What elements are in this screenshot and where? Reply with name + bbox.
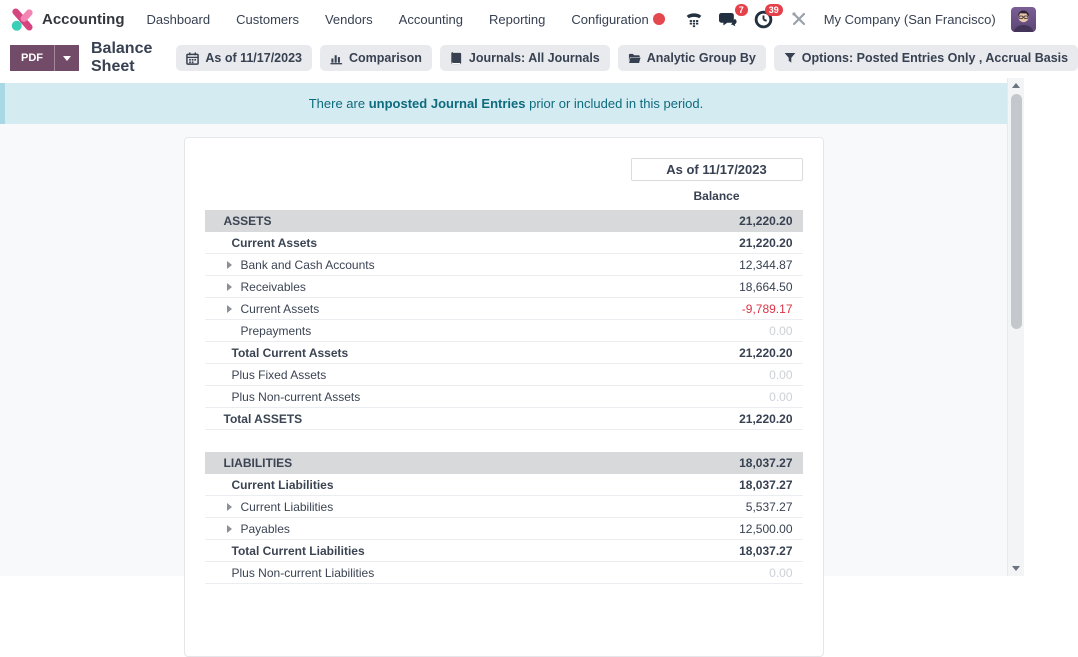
book-icon: [450, 52, 463, 65]
row-value: 21,220.20: [739, 214, 793, 228]
table-row: [205, 210, 803, 232]
row-value: 0.00: [769, 389, 793, 404]
table-row: [205, 342, 803, 364]
banner-text-suffix: prior or included in this period.: [529, 96, 704, 111]
menu-reporting[interactable]: Reporting: [489, 11, 546, 27]
expand-caret-icon[interactable]: [227, 261, 232, 269]
options-filter-label: Options: Posted Entries Only , Accrual Basis: [801, 51, 1069, 65]
activities-icon[interactable]: [754, 5, 779, 29]
company-selector[interactable]: My Company (San Francisco): [823, 11, 996, 27]
page-title: Balance Sheet: [91, 40, 153, 75]
row-value: 0.00: [769, 323, 793, 338]
scroll-up-arrow-icon[interactable]: [1012, 83, 1020, 88]
calendar-icon: [186, 52, 199, 65]
app-name: Accounting: [42, 10, 125, 28]
report-table: [205, 210, 803, 584]
row-label-cell: [205, 236, 318, 250]
tools-icon[interactable]: [789, 9, 809, 29]
row-value: 18,664.50: [739, 279, 793, 294]
analytic-filter-button[interactable]: [618, 45, 766, 71]
banner-text-prefix: There are: [308, 96, 366, 111]
folder-icon: [628, 52, 641, 65]
row-label-cell: [205, 324, 312, 338]
filter-bar: [176, 45, 1078, 71]
pdf-export-split-button: [10, 45, 79, 71]
row-label: Current Liabilities: [231, 477, 334, 492]
row-value: 12,344.87: [739, 257, 793, 272]
row-value: 0.00: [769, 367, 793, 382]
scroll-down-arrow-icon[interactable]: [1012, 566, 1020, 571]
row-label-cell: [205, 302, 320, 316]
record-indicator-icon[interactable]: [649, 9, 669, 29]
messages-icon[interactable]: [719, 5, 744, 29]
row-value: 21,220.20: [739, 235, 793, 250]
table-row[interactable]: [205, 496, 803, 518]
table-row: [205, 452, 803, 474]
balance-sheet-report: [184, 137, 824, 657]
row-label: Receivables: [240, 279, 306, 294]
messages-badge: 7: [735, 4, 748, 16]
bar-chart-icon: [330, 52, 343, 65]
row-value: 12,500.00: [739, 521, 793, 536]
row-label: Total Current Assets: [231, 345, 349, 360]
table-spacer-row: [205, 430, 803, 452]
row-label-cell: [205, 456, 293, 470]
menu-dashboard[interactable]: Dashboard: [146, 11, 211, 27]
menu-customers[interactable]: Customers: [236, 11, 299, 27]
table-row: [205, 540, 803, 562]
row-value: 18,037.27: [739, 477, 793, 492]
row-label: Current Assets: [231, 235, 318, 250]
row-label: LIABILITIES: [223, 456, 293, 470]
column-balance-header: Balance: [693, 189, 740, 203]
row-label-cell: [205, 566, 375, 580]
row-label: Current Assets: [240, 301, 320, 316]
row-value: 18,037.27: [739, 456, 793, 470]
pdf-dropdown-toggle[interactable]: [54, 45, 79, 71]
column-date-header: As of 11/17/2023: [631, 158, 803, 181]
row-label: Total Current Liabilities: [231, 543, 365, 558]
main-menu: [147, 12, 649, 27]
row-value: -9,789.17: [741, 301, 793, 316]
row-label-cell: [205, 478, 334, 492]
row-label: ASSETS: [223, 214, 272, 228]
table-row[interactable]: [205, 276, 803, 298]
table-row: [205, 364, 803, 386]
voip-phone-icon[interactable]: [684, 9, 704, 29]
vertical-scrollbar[interactable]: [1007, 78, 1024, 576]
row-label-cell: [205, 500, 334, 514]
row-label: Plus Fixed Assets: [231, 367, 327, 382]
filter-icon: [784, 52, 796, 64]
row-label: Bank and Cash Accounts: [240, 257, 375, 272]
menu-vendors[interactable]: Vendors: [324, 11, 373, 27]
comparison-filter-button[interactable]: [320, 45, 432, 71]
journals-filter-button[interactable]: [440, 45, 610, 71]
top-navbar: [0, 0, 1024, 38]
row-label-cell: [205, 346, 349, 360]
row-label-cell: [205, 368, 327, 382]
date-filter-label: As of 11/17/2023: [205, 51, 302, 65]
expand-caret-icon[interactable]: [227, 305, 232, 313]
table-row: [205, 562, 803, 584]
row-label-cell: [205, 544, 365, 558]
row-label-cell: [205, 522, 290, 536]
menu-accounting[interactable]: Accounting: [398, 11, 463, 27]
accounting-app-icon: [10, 7, 35, 32]
content-area: [0, 78, 1007, 580]
row-label: Prepayments: [240, 323, 312, 338]
row-label-cell: [205, 258, 375, 272]
row-value: 0.00: [769, 565, 793, 580]
row-label: Total ASSETS: [223, 411, 303, 426]
control-panel: [0, 38, 1069, 78]
date-filter-button[interactable]: [176, 45, 312, 71]
user-avatar[interactable]: [1011, 7, 1036, 32]
row-label: Payables: [240, 521, 290, 536]
options-filter-button[interactable]: [774, 45, 1078, 71]
app-switcher[interactable]: [10, 7, 125, 32]
unposted-entries-link[interactable]: unposted Journal Entries: [368, 96, 526, 111]
table-row: [205, 386, 803, 408]
comparison-filter-label: Comparison: [348, 51, 422, 65]
row-value: 21,220.20: [739, 411, 793, 426]
table-row: [205, 232, 803, 254]
row-label-cell: [205, 390, 361, 404]
scrollbar-thumb[interactable]: [1011, 94, 1022, 329]
expand-caret-icon[interactable]: [227, 525, 232, 533]
expand-caret-icon[interactable]: [227, 503, 232, 511]
table-row: [205, 320, 803, 342]
unposted-entries-banner: [0, 83, 1007, 124]
table-row: [205, 408, 803, 430]
row-label: Current Liabilities: [240, 499, 334, 514]
table-row[interactable]: [205, 298, 803, 320]
row-label: Plus Non-current Liabilities: [231, 565, 375, 580]
journals-filter-label: Journals: All Journals: [468, 51, 600, 65]
chevron-down-icon: [63, 56, 71, 61]
row-value: 5,537.27: [745, 499, 793, 514]
table-row: [205, 474, 803, 496]
row-value: 21,220.20: [739, 345, 793, 360]
row-label-cell: [205, 214, 272, 228]
row-label: Plus Non-current Assets: [231, 389, 361, 404]
pdf-button[interactable]: PDF: [10, 45, 54, 71]
menu-configuration[interactable]: Configuration: [571, 11, 649, 27]
activities-badge: 39: [765, 4, 783, 16]
table-row[interactable]: [205, 518, 803, 540]
table-row[interactable]: [205, 254, 803, 276]
systray: [649, 7, 1036, 32]
row-value: 18,037.27: [739, 543, 793, 558]
analytic-filter-label: Analytic Group By: [646, 51, 756, 65]
expand-caret-icon[interactable]: [227, 283, 232, 291]
row-label-cell: [205, 412, 303, 426]
row-label-cell: [205, 280, 306, 294]
